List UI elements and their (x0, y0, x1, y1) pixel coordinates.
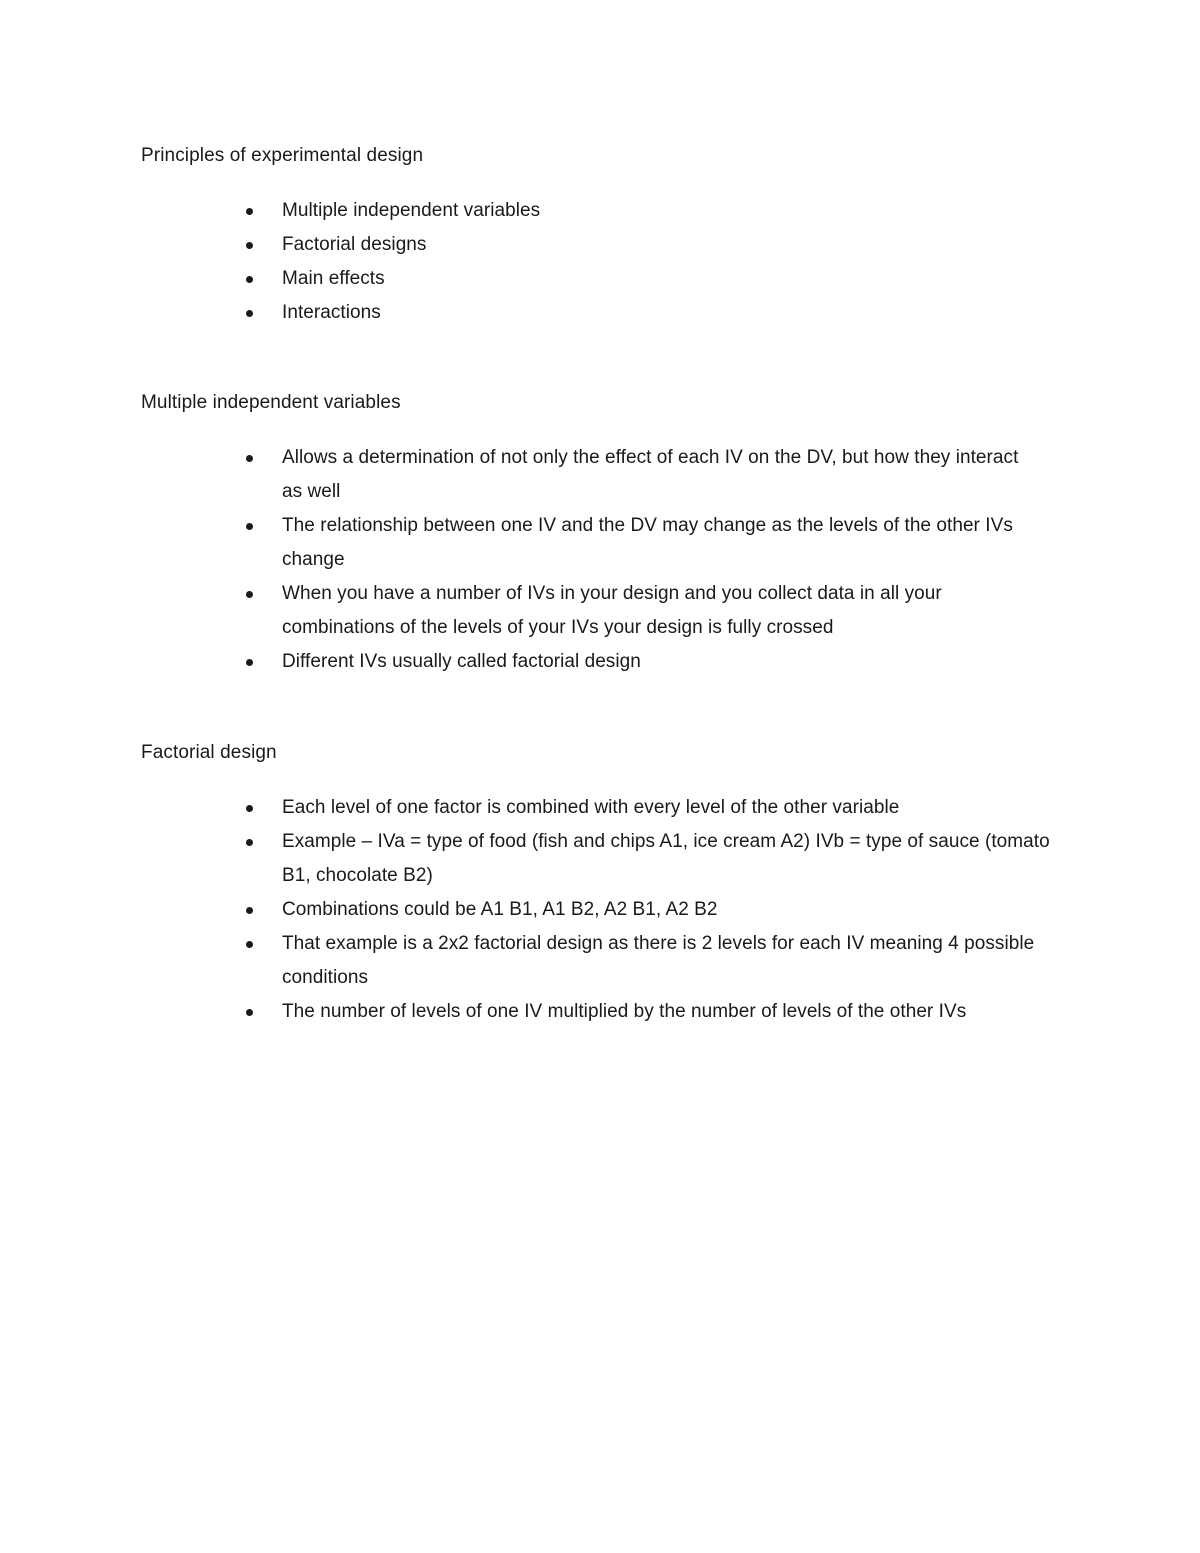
section-heading: Factorial design (141, 742, 277, 763)
list-item-text: Example – IVa = type of food (fish and chips A1, ice cream A2) IVb = type of sauce (tomato B1, chocolate B2) (282, 831, 1050, 886)
list-item (241, 791, 1061, 825)
list-item-text: Each level of one factor is combined with every level of the other variable (282, 797, 900, 818)
list-item (241, 228, 1061, 262)
section-heading: Multiple independent variables (141, 392, 401, 413)
section-factorial-design (141, 741, 1061, 1022)
list-item-text: When you have a number of IVs in your design and you collect data in all your combinations of the levels of your IVs your design is fully crossed (282, 583, 942, 638)
section-heading: Principles of experimental design (141, 145, 424, 166)
list-item (241, 509, 1041, 577)
list-item (241, 927, 1061, 995)
bullet-icon (246, 276, 253, 283)
list-item-text: Combinations could be A1 B1, A1 B2, A2 B1, A2 B2 (282, 899, 718, 920)
bullet-icon (246, 839, 253, 846)
bullet-list (241, 194, 1061, 330)
list-item-text: That example is a 2x2 factorial design as there is 2 levels for each IV meaning 4 possible conditions (282, 933, 1035, 988)
list-item (241, 825, 1061, 893)
list-item (241, 893, 1061, 927)
list-item-text: Interactions (282, 302, 381, 323)
bullet-icon (246, 1009, 253, 1016)
list-item-text: The number of levels of one IV multiplied by the number of levels of the other IVs (282, 1001, 967, 1022)
list-item (241, 262, 1061, 296)
bullet-icon (246, 805, 253, 812)
bullet-icon (246, 523, 253, 530)
bullet-icon (246, 941, 253, 948)
bullet-icon (246, 659, 253, 666)
list-item (241, 441, 1041, 509)
bullet-icon (246, 310, 253, 317)
list-item (241, 296, 1061, 330)
section-principles (141, 144, 1061, 323)
section-multiple-iv (141, 391, 1061, 672)
bullet-icon (246, 591, 253, 598)
list-item (241, 995, 1061, 1029)
bullet-icon (246, 242, 253, 249)
list-item (241, 577, 1041, 645)
bullet-list (241, 791, 1061, 1029)
list-item-text: The relationship between one IV and the DV may change as the levels of the other IVs change (282, 515, 1013, 570)
bullet-list (241, 441, 1041, 679)
list-item-text: Multiple independent variables (282, 200, 541, 221)
bullet-icon (246, 455, 253, 462)
list-item-text: Factorial designs (282, 234, 427, 255)
list-item-text: Main effects (282, 268, 385, 289)
list-item (241, 194, 1061, 228)
list-item (241, 645, 1041, 679)
bullet-icon (246, 907, 253, 914)
list-item-text: Allows a determination of not only the effect of each IV on the DV, but how they interact as well (282, 447, 1019, 502)
bullet-icon (246, 208, 253, 215)
list-item-text: Different IVs usually called factorial design (282, 651, 641, 672)
